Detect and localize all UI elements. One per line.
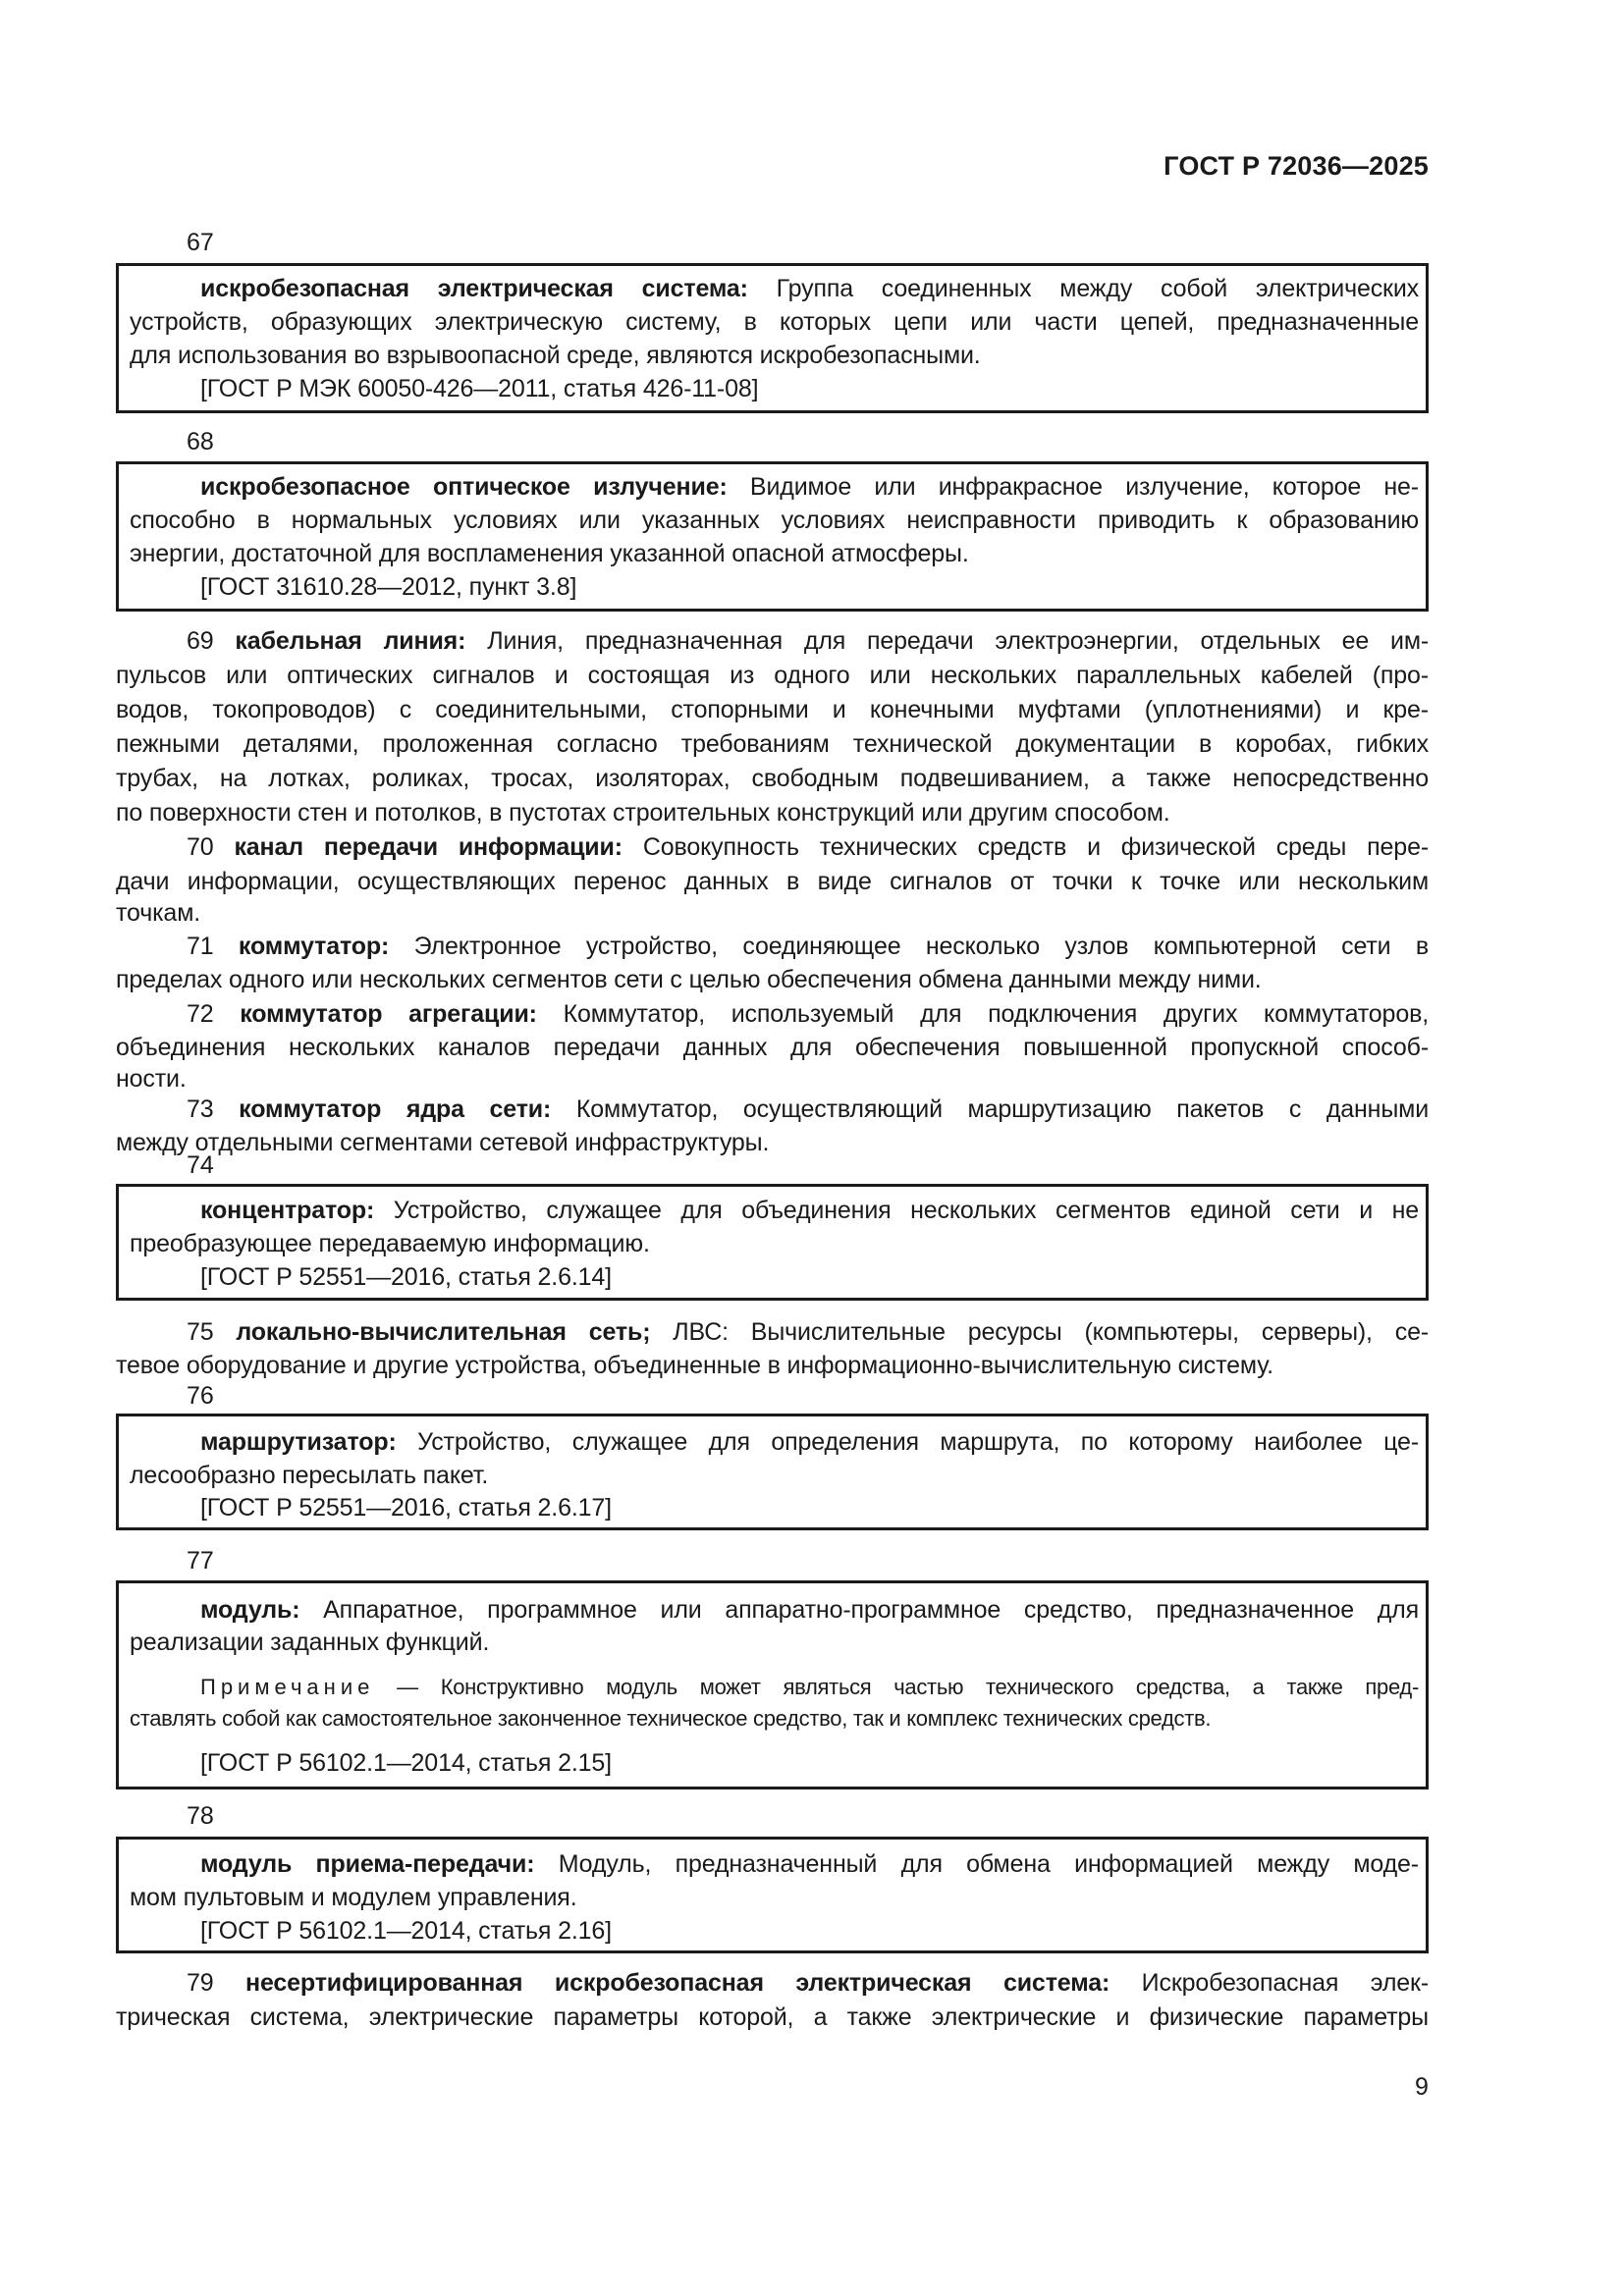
entry-line: 71 коммутатор: Электронное устройство, соединяющее несколько узлов компьютерной сети в (187, 933, 1429, 960)
entry-line: дачи информации, осуществляющих перенос данных в виде сигналов от точки к точке или нескольким (116, 868, 1429, 895)
term: концентратор: (200, 1197, 375, 1224)
term: канал передачи информации: (234, 833, 623, 861)
entry-source: [ГОСТ Р 52551—2016, статья 2.6.17] (200, 1494, 612, 1522)
entry-line: 75 локально-вычислительная сеть; ЛВС: Вычислительные ресурсы (компьютеры, серверы), се- (187, 1318, 1429, 1346)
term: коммутатор ядра сети: (239, 1095, 552, 1123)
entry-line: концентратор: Устройство, служащее для объединения нескольких сегментов единой сети и не (200, 1197, 1419, 1224)
entry-source: [ГОСТ Р 56102.1—2014, статья 2.15] (200, 1749, 612, 1777)
entry-line: преобразующее передаваемую информацию. (130, 1230, 650, 1257)
entry-line: точкам. (116, 899, 201, 927)
term: модуль приема-передачи: (200, 1850, 535, 1878)
entry-number: 74 (187, 1151, 214, 1179)
entry-source: [ГОСТ 31610.28—2012, пункт 3.8] (200, 573, 577, 601)
entry-line: мом пультовым и модулем управления. (130, 1884, 577, 1911)
document-header-id: ГОСТ Р 72036—2025 (1164, 151, 1429, 181)
entry-line: трическая система, электрические параметры которой, а также электрические и физические параметры (116, 2003, 1429, 2031)
entry-number: 78 (187, 1802, 214, 1830)
entry-line: лесообразно пересылать пакет. (130, 1462, 489, 1489)
entry-line: 79 несертифицированная искробезопасная электрическая система: Искробезопасная элек- (187, 1969, 1430, 1997)
entry-number: 77 (187, 1547, 214, 1575)
entry-line: пределах одного или нескольких сегментов сети с целью обеспечения обмена данными между ними. (116, 966, 1262, 993)
entry-line: 72 коммутатор агрегации: Коммутатор, используемый для подключения других коммутаторов, (187, 1000, 1429, 1028)
term: искробезопасное оптическое излучение: (200, 473, 728, 501)
entry-line: 69 кабельная линия: Линия, предназначенная для передачи электроэнергии, отдельных ее им- (187, 627, 1430, 655)
entry-line: 73 коммутатор ядра сети: Коммутатор, осуществляющий маршрутизацию пакетов с данными (187, 1095, 1430, 1123)
entry-number: 67 (187, 229, 214, 256)
entry-line: модуль: Аппаратное, программное или аппаратно-программное средство, предназначенное для (200, 1596, 1419, 1624)
term: модуль: (200, 1596, 300, 1624)
entry-line: реализации заданных функций. (130, 1629, 490, 1656)
entry-line: искробезопасное оптическое излучение: Видимое или инфракрасное излучение, которое не- (200, 473, 1419, 501)
entry-number: 76 (187, 1382, 214, 1410)
term: искробезопасная электрическая система: (200, 275, 748, 302)
entry-source: [ГОСТ Р 52551—2016, статья 2.6.14] (200, 1263, 612, 1291)
entry-line: объединения нескольких каналов передачи данных для обеспечения повышенной пропускной способ- (116, 1034, 1429, 1061)
note-line: Примечание — Конструктивно модуль может являться частью технического средства, а также пред- (200, 1675, 1419, 1699)
entry-source: [ГОСТ Р МЭК 60050-426—2011, статья 426-11-08] (200, 375, 759, 402)
term: маршрутизатор: (200, 1428, 397, 1456)
entry-line: для использования во взрывоопасной среде, являются искробезопасными. (130, 342, 981, 369)
entry-line: 70 канал передачи информации: Совокупность технических средств и физической среды пере- (187, 833, 1429, 861)
entry-line: трубах, на лотках, роликах, тросах, изоляторах, свободным подвешиванием, а также непосредственно (116, 765, 1429, 792)
entry-line: способно в нормальных условиях или указанных условиях неисправности приводить к образованию (130, 507, 1419, 534)
entry-line: пежными деталями, проложенная согласно требованиям технической документации в коробах, гибких (116, 730, 1429, 758)
term: коммутатор агрегации: (240, 1000, 537, 1028)
entry-line: устройств, образующих электрическую систему, в которых цепи или части цепей, предназначенные (130, 308, 1419, 336)
term: кабельная линия: (235, 627, 466, 655)
entry-number: 68 (187, 428, 214, 455)
term: несертифицированная искробезопасная электрическая система: (245, 1969, 1110, 1997)
note-line: ставлять собой как самостоятельное законченное техническое средство, так и комплекс технических средств. (130, 1706, 1212, 1731)
entry-line: маршрутизатор: Устройство, служащее для определения маршрута, по которому наиболее це- (200, 1428, 1419, 1456)
entry-line: водов, токопроводов) с соединительными, стопорными и конечными муфтами (уплотнениями) и кре- (116, 696, 1429, 723)
term: локально-вычислительная сеть; (236, 1318, 651, 1346)
entry-line: модуль приема-передачи: Модуль, предназначенный для обмена информацией между моде- (200, 1850, 1419, 1878)
note-label: Примечание (200, 1675, 375, 1699)
entry-line: энергии, достаточной для воспламенения указанной опасной атмосферы. (130, 540, 969, 567)
entry-line: тевое оборудование и другие устройства, объединенные в информационно-вычислительную систему. (116, 1352, 1273, 1379)
entry-line: ности. (116, 1065, 187, 1093)
term: коммутатор: (238, 933, 390, 960)
entry-line: по поверхности стен и потолков, в пустотах строительных конструкций или другим способом. (116, 799, 1170, 827)
entry-line: пульсов или оптических сигналов и состоящая из одного или нескольких параллельных кабелей (про- (116, 662, 1429, 689)
entry-line: между отдельными сегментами сетевой инфраструктуры. (116, 1129, 770, 1156)
entry-line: искробезопасная электрическая система: Группа соединенных между собой электрических (200, 275, 1419, 302)
page-number: 9 (1415, 2073, 1429, 2101)
entry-source: [ГОСТ Р 56102.1—2014, статья 2.16] (200, 1917, 612, 1945)
